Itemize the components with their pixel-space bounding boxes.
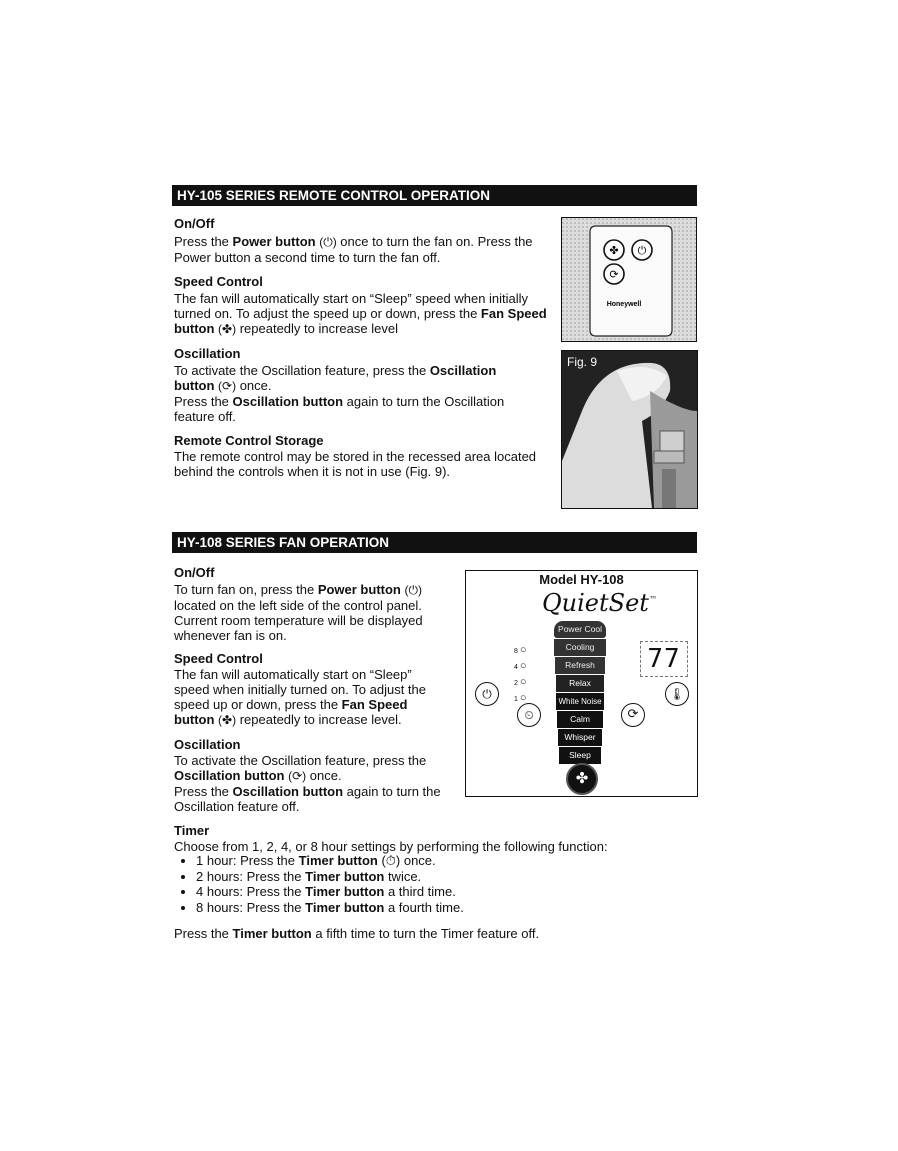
text: once.: [236, 378, 272, 393]
fan-icon: (✤): [218, 322, 237, 336]
text: Press the: [174, 784, 233, 799]
fan-icon: (✤): [218, 713, 237, 727]
speed-level: Power Cool: [554, 621, 606, 638]
text: repeatedly to increase level.: [236, 712, 402, 727]
timer-list: [174, 853, 654, 915]
clock-icon: ⏲: [524, 708, 534, 722]
speed-level: Cooling: [554, 639, 606, 656]
power-icon: ⏻: [482, 687, 492, 701]
power-icon: (⏻): [404, 583, 422, 597]
oscillation-icon: ⟳: [627, 707, 639, 722]
text: Press the: [174, 926, 233, 941]
text: The fan will automatically start on “Sleep” speed when initially turned on. To adjust the speed up or down, press the: [174, 667, 426, 712]
text: 2 hours: Press the: [196, 868, 306, 884]
speed-level: White Noise: [556, 693, 604, 710]
text: again to turn the Oscillation feature off.: [174, 394, 505, 424]
power-button[interactable]: [475, 682, 499, 706]
speed-strip: [552, 621, 608, 765]
paragraph-onoff-hy108: [174, 582, 449, 643]
text: 4 hours: Press the: [196, 884, 306, 899]
figure-label: Fig. 9: [567, 355, 598, 369]
model-hy108-panel: [465, 570, 698, 797]
paragraph-timer-intro: Choose from 1, 2, 4, or 8 hour settings by performing the following function:: [174, 839, 608, 854]
fan-icon: ✤: [575, 770, 589, 787]
bold-text: Timer button: [305, 884, 385, 899]
list-item: [196, 900, 654, 916]
heading-remote-storage: Remote Control Storage: [174, 433, 324, 448]
text: (⏱) once.: [377, 853, 436, 868]
timer-indicator: 8 ○: [514, 644, 527, 656]
timer-mark: 8: [514, 648, 518, 655]
fan-speed-button[interactable]: [566, 763, 598, 795]
text: twice.: [384, 868, 422, 884]
timer-indicator: 4 ○: [514, 660, 527, 672]
paragraph-speed-control: [174, 291, 549, 337]
timer-indicators: [514, 643, 527, 707]
speed-level: Relax: [556, 675, 604, 692]
heading-onoff: On/Off: [174, 216, 215, 231]
oscillation-icon: (⟳): [218, 379, 237, 393]
paragraph-oscillation: [174, 363, 524, 424]
bold-text: Fan Speed button: [174, 697, 408, 727]
text: once.: [306, 768, 342, 783]
text: a third time.: [384, 884, 456, 899]
text: Press the: [174, 394, 233, 409]
remote-illustration: [562, 218, 696, 341]
heading-timer: Timer: [174, 823, 210, 838]
heading-onoff-hy108: On/Off: [174, 565, 215, 580]
svg-text:⟳: ⟳: [609, 268, 619, 281]
timer-mark: 1: [514, 696, 518, 703]
text: To activate the Oscillation feature, press the: [174, 753, 427, 768]
remote-brand-logo: Honeywell: [606, 301, 642, 308]
text: To activate the Oscillation feature, press the: [174, 363, 430, 378]
paragraph-oscillation-hy108: [174, 753, 454, 814]
bold-text: Timer button: [232, 926, 312, 941]
oscillation-button[interactable]: [621, 703, 645, 727]
bold-text: Timer button: [305, 868, 385, 884]
svg-text:⏻: ⏻: [637, 244, 647, 257]
heading-speed-control: Speed Control: [174, 274, 263, 289]
temperature-display: 77: [640, 641, 688, 677]
heading-oscillation: Oscillation: [174, 346, 241, 361]
speed-level: Sleep: [559, 747, 601, 764]
quietset-logo: [542, 589, 657, 617]
logo-text: QuietSet: [542, 589, 649, 617]
text: located on the left side of the control panel. Current room temperature will be displayed whenever fan is on.: [174, 598, 423, 643]
power-icon: (⏻): [319, 235, 337, 249]
thermometer-icon: 🌡: [665, 682, 689, 706]
speed-level: Refresh: [555, 657, 605, 674]
bold-text: Timer button: [305, 899, 385, 915]
timer-indicator: 2 ○: [514, 676, 527, 688]
bold-text: Fan Speed button: [174, 306, 547, 336]
list-item: [196, 853, 654, 869]
bold-text: Oscillation button: [232, 784, 344, 799]
text: To turn fan on, press the: [174, 582, 318, 597]
paragraph-onoff: [174, 234, 549, 265]
text: repeatedly to increase level: [236, 321, 398, 336]
speed-level: Calm: [557, 711, 603, 728]
text: Press the: [174, 234, 233, 249]
timer-indicator: 1 ○: [514, 692, 527, 704]
paragraph-timer-off: [174, 926, 674, 941]
timer-mark: 2: [514, 680, 518, 687]
panel-title: Model HY-108: [539, 572, 624, 587]
trademark: ™: [648, 595, 657, 604]
text: a fourth time.: [384, 899, 464, 915]
bold-text: Oscillation button: [174, 768, 285, 783]
paragraph-speed-hy108: [174, 667, 444, 728]
oscillation-icon: (⟳): [288, 769, 307, 783]
bold-text: Oscillation button: [174, 363, 497, 393]
heading-speed-hy108: Speed Control: [174, 651, 263, 666]
text: a fifth time to turn the Timer feature off.: [311, 926, 540, 941]
text: The fan will automatically start on “Sleep” speed when initially turned on. To adjust the speed up or down, press the: [174, 291, 529, 321]
bold-text: Oscillation button: [232, 394, 344, 409]
bold-text: Power button: [232, 234, 316, 249]
text: 8 hours: Press the: [196, 899, 306, 915]
timer-mark: 4: [514, 664, 518, 671]
speed-level: Whisper: [558, 729, 602, 746]
text: 1 hour: Press the: [196, 853, 299, 868]
section-title-hy108: HY-108 SERIES FAN OPERATION: [172, 532, 697, 553]
figure-9-photo: [561, 350, 698, 509]
section-title-hy105: HY-105 SERIES REMOTE CONTROL OPERATION: [172, 185, 697, 206]
timer-button[interactable]: [517, 703, 541, 727]
paragraph-remote-storage: The remote control may be stored in the recessed area located behind the controls when it is not in use (Fig. 9).: [174, 449, 537, 479]
svg-text:✤: ✤: [609, 244, 619, 257]
text: again to turn the Oscillation feature off.: [174, 784, 441, 814]
remote-control-image: [561, 217, 697, 342]
list-item: [196, 884, 654, 900]
fan-photo-illustration: [562, 351, 697, 508]
heading-oscillation-hy108: Oscillation: [174, 737, 241, 752]
bold-text: Power button: [317, 582, 401, 597]
list-item: [196, 869, 654, 885]
text: once to turn the fan on. Press the Power button a second time to turn the fan off.: [174, 234, 533, 265]
bold-text: Timer button: [298, 853, 378, 868]
